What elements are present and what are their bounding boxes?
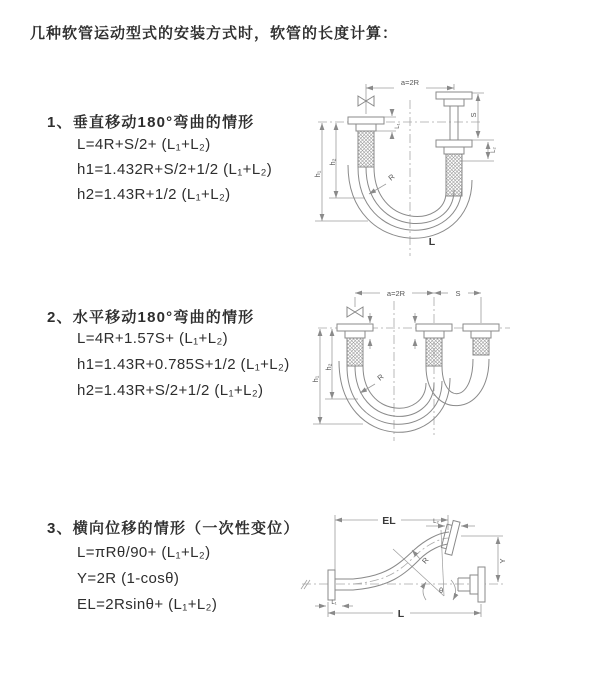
s-curve-hose (353, 532, 450, 590)
radius-label: R (375, 372, 386, 383)
section-1-heading: 1、垂直移动180°弯曲的情形 (47, 114, 255, 131)
radius-arrow (412, 550, 420, 559)
l1-label: L₁ (331, 600, 337, 606)
radius-arrow (369, 184, 386, 194)
dim-label-span: a=2R (400, 78, 420, 87)
page-title: 几种软管运动型式的安装方式时，软管的长度计算： (30, 25, 399, 42)
l1-label: L₁ (395, 123, 401, 129)
formula-line: L=4R+S/2+ (L₁+L₂) (77, 136, 211, 153)
right-fitting (463, 324, 499, 355)
braided-hose (446, 154, 462, 196)
section-2-heading: 2、水平移动180°弯曲的情形 (47, 309, 255, 326)
dimension-lines (315, 84, 494, 221)
h1-label: h₁ (313, 170, 322, 178)
left-flange (328, 570, 353, 600)
h2-label: h₂ (328, 158, 337, 166)
radius-arrow (360, 384, 375, 393)
formula-line: L=πRθ/90+ (L₁+L₂) (77, 544, 211, 561)
l2-label: L₂ (433, 519, 439, 525)
l2-label: L₂ (491, 147, 497, 153)
braided-hose (358, 131, 374, 167)
dim-label-span: a=2R (386, 289, 406, 298)
theta-label: θ (439, 586, 444, 595)
formula-line: h1=1.43R+0.785S+1/2 (L₁+L₂) (77, 356, 290, 373)
formula-line: h2=1.43R+1/2 (L₁+L₂) (77, 186, 231, 203)
radius-label: R (420, 555, 431, 566)
radius-label: R (386, 172, 397, 183)
middle-fitting (416, 324, 452, 366)
length-label: L (428, 236, 436, 248)
braided-hose (426, 338, 442, 366)
left-fitting (337, 324, 373, 366)
formula-line: EL=2Rsinθ+ (L₁+L₂) (77, 596, 218, 613)
lower-right-flange (458, 567, 485, 602)
formula-line: h1=1.432R+S/2+1/2 (L₁+L₂) (77, 161, 273, 178)
right-fitting (436, 92, 472, 196)
braided-hose (347, 338, 363, 366)
formula-line: h2=1.43R+S/2+1/2 (L₁+L₂) (77, 382, 264, 399)
el-label: EL (382, 515, 396, 527)
s-label: S (469, 112, 478, 118)
dimension-lines (313, 293, 481, 424)
h2-label: h₂ (324, 363, 333, 371)
hose-diagram-vertical-180 (310, 70, 600, 260)
h1-label: h₁ (311, 375, 320, 383)
formula-line: Y=2R (1-cosθ) (77, 570, 180, 587)
length-label: L (397, 608, 405, 620)
u-bend-hoses (339, 359, 489, 432)
formula-line: L=4R+1.57S+ (L₁+L₂) (77, 330, 229, 347)
braided-hose (473, 338, 489, 355)
upper-right-flange (440, 519, 460, 555)
dimension-lines (315, 515, 503, 617)
section-3-heading: 3、横向位移的情形（一次性变位） (47, 520, 300, 537)
centerline-break-mark (301, 580, 310, 589)
y-label: Y (498, 558, 507, 564)
construction-lines (393, 530, 456, 600)
left-fitting (348, 117, 384, 167)
hose-diagram-horizontal-180 (308, 283, 598, 453)
s-label: S (455, 289, 461, 298)
hose-diagram-lateral-offset (298, 503, 598, 648)
valve-icon (347, 307, 363, 317)
